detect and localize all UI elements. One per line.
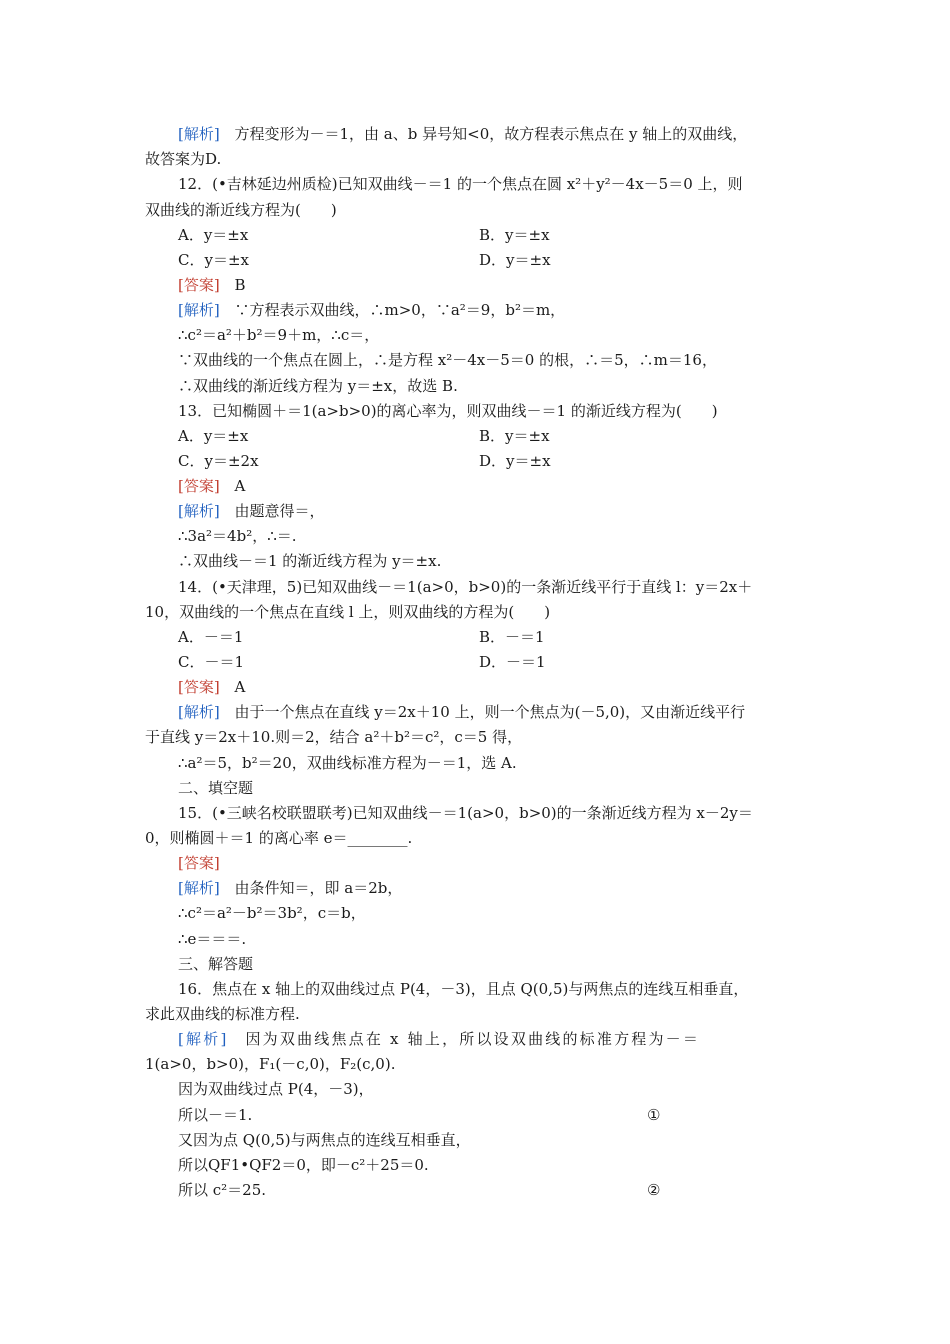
q14-answer-value: A (234, 678, 246, 696)
q13-option-b: B．y＝±x (479, 427, 550, 445)
answer-tag: [答案] (178, 854, 220, 872)
q13-analysis-line-2: ∴3a²＝4b²，∴＝. (178, 527, 297, 545)
q14-option-a: A．－＝1 (178, 628, 244, 646)
q12-answer-value: B (234, 276, 246, 294)
q11-analysis-line-2: 故答案为D. (145, 150, 222, 168)
q12-answer-line (178, 275, 246, 295)
q15-stem-line-2: 0，则椭圆＋＝1 的离心率 e＝________. (145, 829, 413, 847)
q15-analysis-line-3: ∴e＝＝＝. (178, 930, 247, 948)
q16-analysis-line-2: 1(a>0，b>0)，F₁(－c,0)，F₂(c,0). (145, 1055, 396, 1073)
q16-analysis-line-6: 所以QF1•QF2＝0，即－c²＋25＝0. (178, 1156, 429, 1174)
q14-option-c: C．－＝1 (178, 653, 245, 671)
analysis-tag: [解析] (178, 301, 220, 319)
analysis-tag: [解析] (178, 703, 220, 721)
q16-analysis-line-5: 又因为点 Q(0,5)与两焦点的连线互相垂直， (178, 1131, 471, 1149)
q13-analysis-text-1: 由题意得＝， (234, 502, 325, 520)
q14-analysis-line-1 (178, 702, 745, 722)
q11-analysis-text-1: 方程变形为－＝1，由 a、b 异号知<0，故方程表示焦点在 y 轴上的双曲线， (234, 125, 748, 143)
answer-tag: [答案] (178, 477, 220, 495)
q12-stem-line-1: 12．(•吉林延边州质检)已知双曲线－＝1 的一个焦点在圆 x²＋y²－4x－5＝0 上，则 (178, 175, 743, 193)
q12-option-d: D．y＝±x (479, 251, 551, 269)
q16-stem-line-1: 16．焦点在 x 轴上的双曲线过点 P(4，－3)，且点 Q(0,5)与两焦点的连线互相垂直， (178, 980, 749, 998)
q16-stem-line-2: 求此双曲线的标准方程. (145, 1005, 300, 1023)
section-heading-solutions: 三、解答题 (178, 955, 254, 973)
q12-analysis-line-4: ∴双曲线的渐近线方程为 y＝±x，故选 B. (178, 377, 458, 395)
answer-tag: [答案] (178, 678, 220, 696)
q12-option-a: A．y＝±x (178, 226, 249, 244)
q14-analysis-text-1: 由于一个焦点在直线 y＝2x＋10 上，则一个焦点为(－5,0)，又由渐近线平行 (234, 703, 746, 721)
q14-option-b: B．－＝1 (479, 628, 545, 646)
q12-analysis-text-1: ∵方程表示双曲线，∴m>0，∵a²＝9，b²＝m， (234, 301, 566, 319)
q13-option-d: D．y＝±x (479, 452, 551, 470)
q16-analysis-line-4: 所以－＝1. (178, 1106, 253, 1124)
q14-stem-line-1: 14．(•天津理，5)已知双曲线－＝1(a>0，b>0)的一条渐近线平行于直线 l：y＝2x＋ (178, 578, 753, 596)
equation-marker-2: ② (647, 1181, 661, 1199)
analysis-tag: [解析] (178, 879, 220, 897)
q15-analysis-line-2: ∴c²＝a²－b²＝3b²，c＝b， (178, 904, 366, 922)
q12-option-b: B．y＝±x (479, 226, 550, 244)
analysis-tag: [解析] (178, 125, 220, 143)
q13-answer-line (178, 476, 245, 496)
analysis-tag: [解析] (178, 1030, 229, 1048)
q14-analysis-line-3: ∴a²＝5，b²＝20，双曲线标准方程为－＝1，选 A. (178, 754, 517, 772)
q14-stem-line-2: 10，双曲线的一个焦点在直线 l 上，则双曲线的方程为( ) (145, 603, 551, 621)
q14-analysis-line-2: 于直线 y＝2x＋10.则＝2，结合 a²＋b²＝c²，c＝5 得， (145, 728, 523, 746)
q12-stem-line-2: 双曲线的渐近线方程为( ) (145, 201, 337, 219)
q16-analysis-text-1: 因为双曲线焦点在 x 轴上，所以设双曲线的标准方程为－＝ (245, 1030, 701, 1048)
section-heading-fill-blank: 二、填空题 (178, 779, 254, 797)
q14-option-d: D．－＝1 (479, 653, 546, 671)
q11-analysis-line-1 (178, 124, 747, 144)
q12-analysis-line-3: ∵双曲线的一个焦点在圆上，∴是方程 x²－4x－5＝0 的根，∴＝5，∴m＝16， (178, 351, 717, 369)
q12-option-c: C．y＝±x (178, 251, 249, 269)
q15-stem-line-1: 15．(•三峡名校联盟联考)已知双曲线－＝1(a>0，b>0)的一条渐近线方程为 x－2y＝ (178, 804, 753, 822)
q13-answer-value: A (234, 477, 246, 495)
q13-option-a: A．y＝±x (178, 427, 249, 445)
q13-option-c: C．y＝±2x (178, 452, 259, 470)
q13-analysis-line-1 (178, 501, 325, 521)
q12-analysis-line-2: ∴c²＝a²＋b²＝9＋m，∴c＝， (178, 326, 380, 344)
q15-analysis-line-1 (178, 878, 402, 898)
q13-stem-line-1: 13．已知椭圆＋＝1(a>b>0)的离心率为，则双曲线－＝1 的渐近线方程为( ) (178, 402, 718, 420)
q14-answer-line (178, 677, 245, 697)
q13-analysis-line-3: ∴双曲线－＝1 的渐近线方程为 y＝±x. (178, 552, 442, 570)
analysis-tag: [解析] (178, 502, 220, 520)
q16-analysis-line-7: 所以 c²＝25. (178, 1181, 267, 1199)
answer-tag: [答案] (178, 276, 220, 294)
q16-analysis-line-3: 因为双曲线过点 P(4，－3)， (178, 1080, 374, 1098)
equation-marker-1: ① (647, 1106, 661, 1124)
q15-analysis-text-1: 由条件知＝，即 a＝2b， (234, 879, 403, 897)
q16-analysis-line-1 (178, 1029, 700, 1049)
q12-analysis-line-1 (178, 300, 565, 320)
q15-answer-line (178, 853, 220, 873)
